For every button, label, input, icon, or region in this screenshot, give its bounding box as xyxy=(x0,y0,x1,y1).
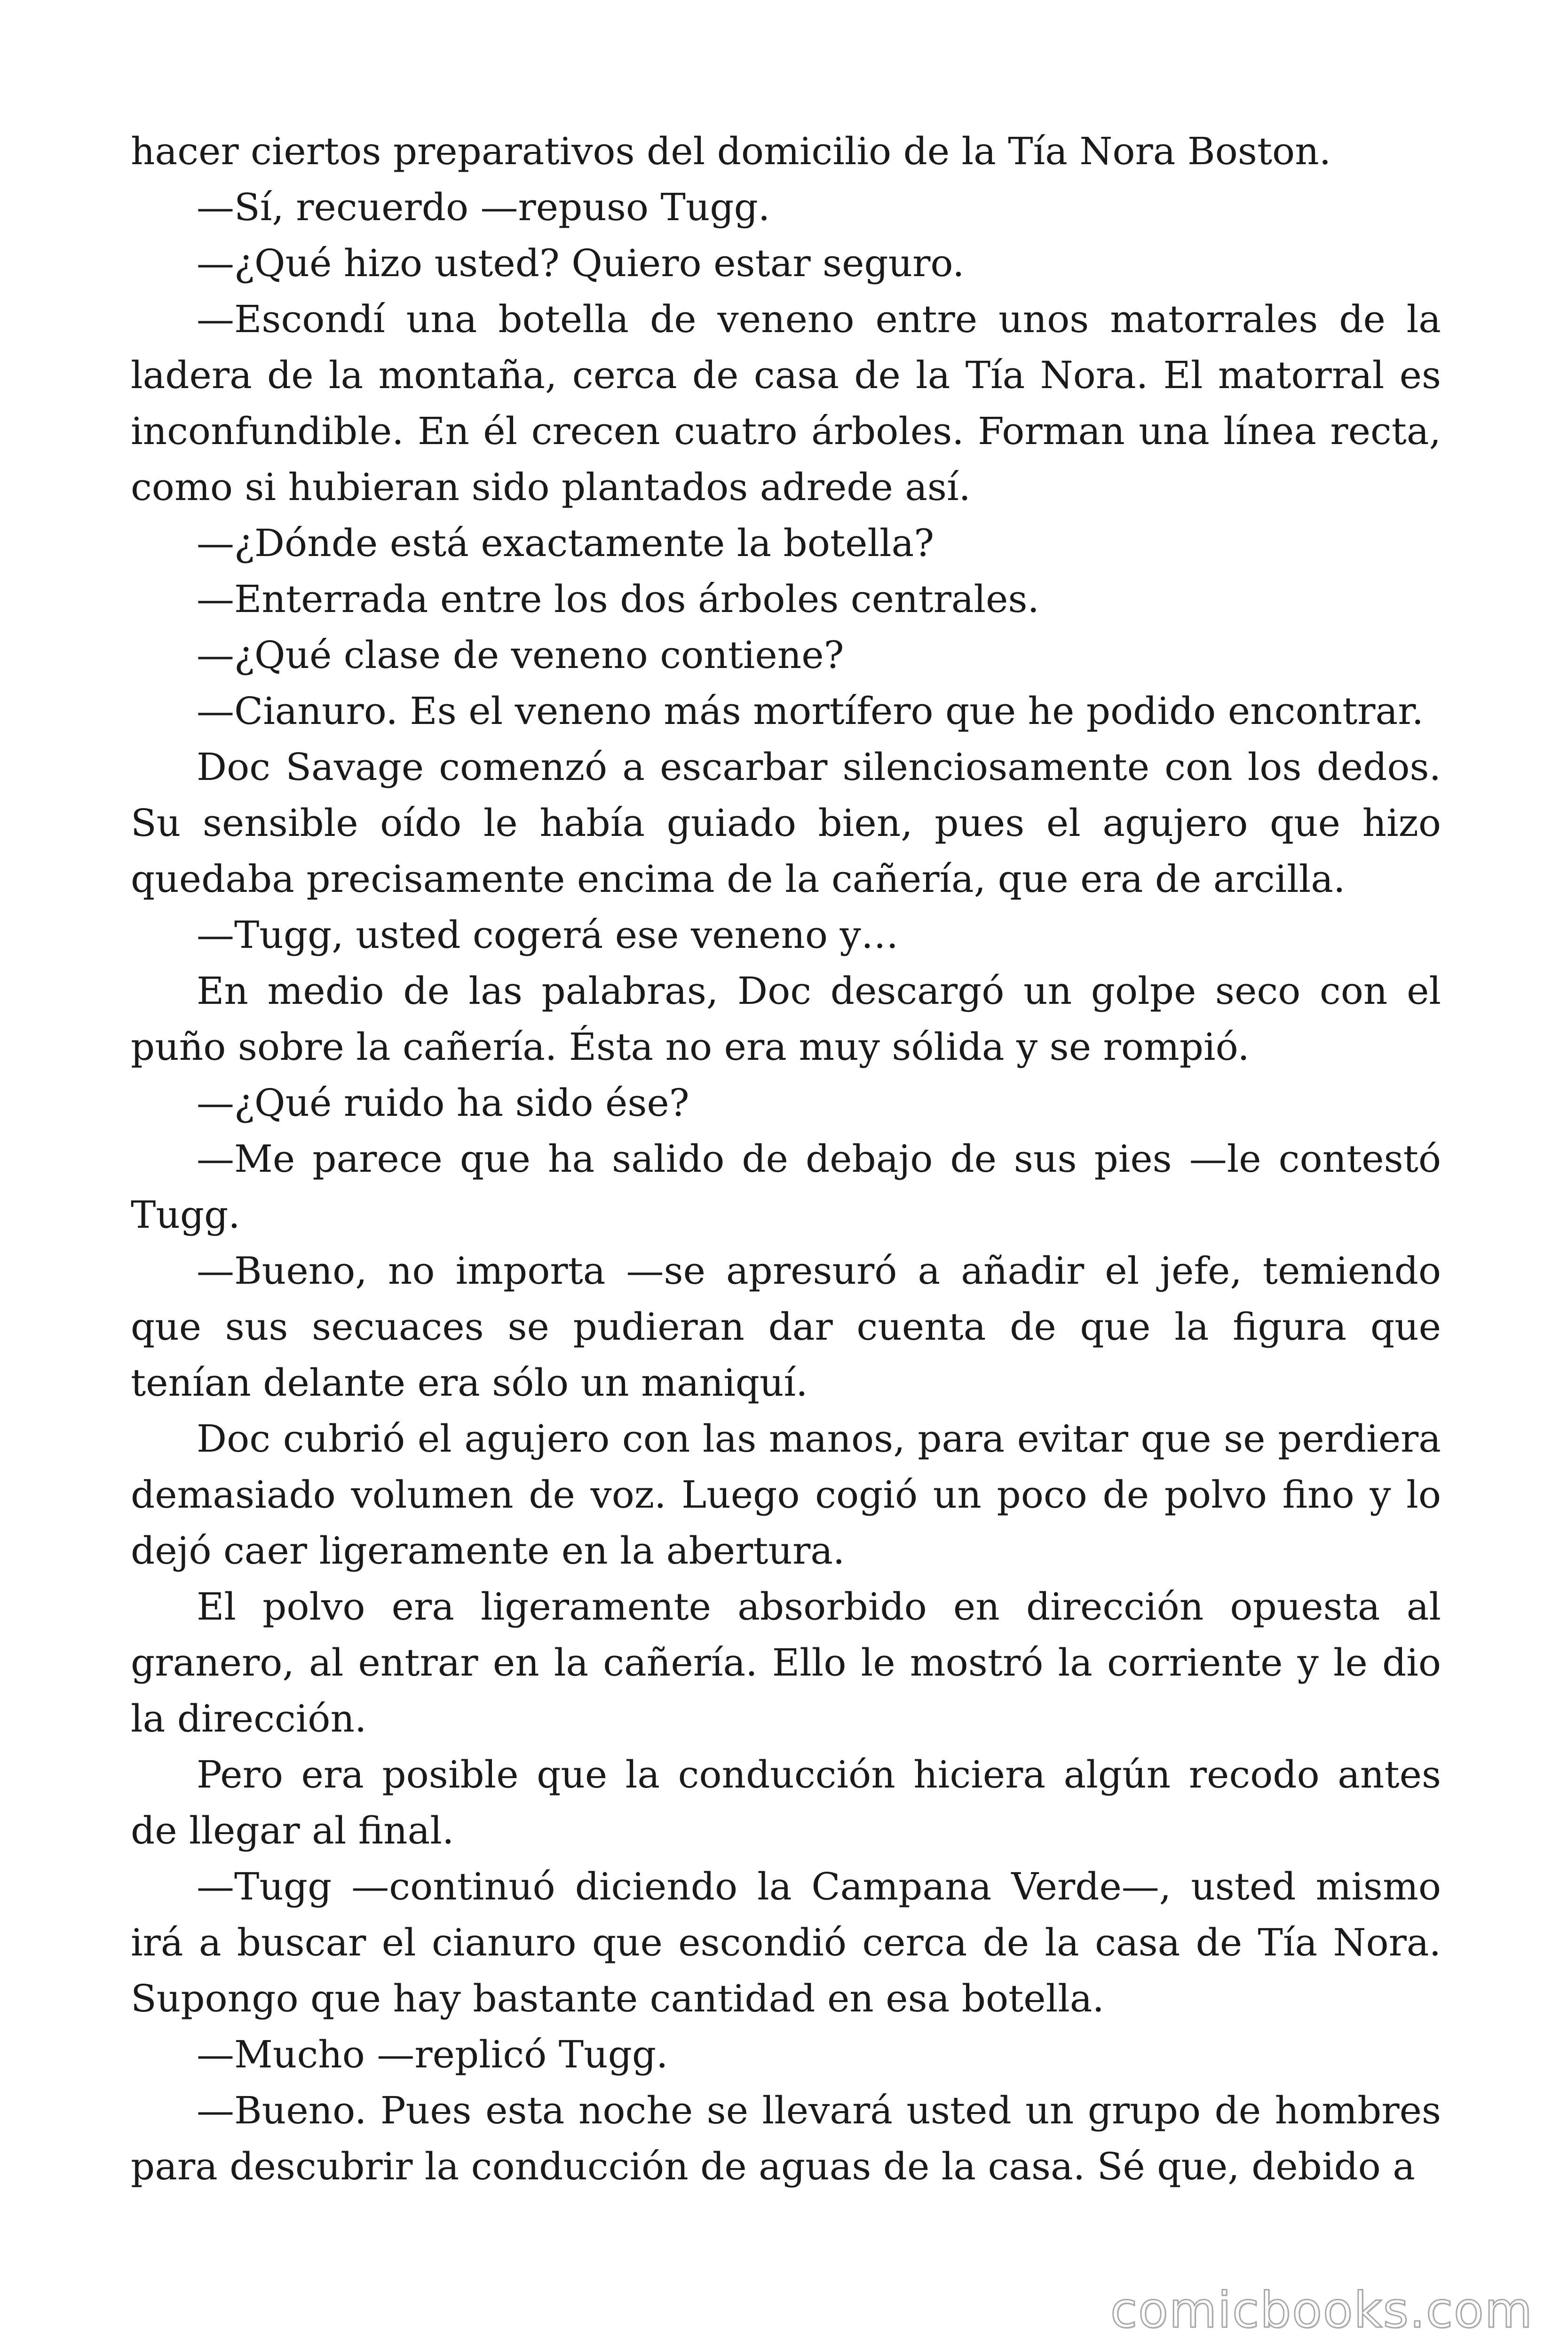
paragraph: —Bueno. Pues esta noche se llevará usted un grupo de hombres para descubrir la conducción de aguas de la casa. Sé que, debido a xyxy=(131,2089,1441,2188)
paragraph: —Bueno, no importa —se apresuró a añadir el jefe, temiendo que sus secuaces se pudieran dar cuenta de que la figura que tenían delante era sólo un maniquí. xyxy=(131,1249,1441,1405)
page-text xyxy=(131,123,1441,2194)
paragraph: —Tugg —continuó diciendo la Campana Verde—, usted mismo irá a buscar el cianuro que escondió cerca de la casa de Tía Nora. Supongo que hay bastante cantidad en esa botella. xyxy=(131,1865,1441,2020)
paragraph: —¿Dónde está exactamente la botella? xyxy=(197,521,934,565)
paragraph: —Sí, recuerdo —repuso Tugg. xyxy=(197,185,770,229)
paragraph: —Cianuro. Es el veneno más mortífero que he podido encontrar. xyxy=(197,689,1424,733)
paragraph: —Mucho —replicó Tugg. xyxy=(197,2033,668,2076)
paragraph: —Tugg, usted cogerá ese veneno y… xyxy=(197,913,899,957)
paragraph: Pero era posible que la conducción hiciera algún recodo antes de llegar al final. xyxy=(131,1753,1441,1852)
paragraph: —¿Qué ruido ha sido ése? xyxy=(197,1081,689,1125)
paragraph: —¿Qué clase de veneno contiene? xyxy=(197,633,844,677)
paragraph: —Enterrada entre los dos árboles centrales. xyxy=(197,577,1039,621)
paragraph: —¿Qué hizo usted? Quiero estar seguro. xyxy=(197,241,965,285)
paragraph: Doc Savage comenzó a escarbar silenciosamente con los dedos. Su sensible oído le había guiado bien, pues el agujero que hizo quedaba precisamente encima de la cañería, que era de arcilla. xyxy=(131,745,1441,901)
paragraph: hacer ciertos preparativos del domicilio de la Tía Nora Boston. xyxy=(131,129,1331,173)
paragraph: En medio de las palabras, Doc descargó un golpe seco con el puño sobre la cañería. Ésta no era muy sólida y se rompió. xyxy=(131,969,1441,1069)
watermark: comicbooks.com xyxy=(1110,2281,1533,2339)
paragraph: —Me parece que ha salido de debajo de sus pies —le contestó Tugg. xyxy=(131,1137,1441,1237)
paragraph: El polvo era ligeramente absorbido en dirección opuesta al granero, al entrar en la cañería. Ello le mostró la corriente y le dio la dirección. xyxy=(131,1585,1441,1740)
paragraph: —Escondí una botella de veneno entre unos matorrales de la ladera de la montaña, cerca de casa de la Tía Nora. El matorral es inconfundible. En él crecen cuatro árboles. Forman una línea recta, como si hubieran sido plantados adrede así. xyxy=(131,297,1441,509)
paragraph: Doc cubrió el agujero con las manos, para evitar que se perdiera demasiado volumen de voz. Luego cogió un poco de polvo fino y lo dejó caer ligeramente en la abertura. xyxy=(131,1417,1441,1573)
